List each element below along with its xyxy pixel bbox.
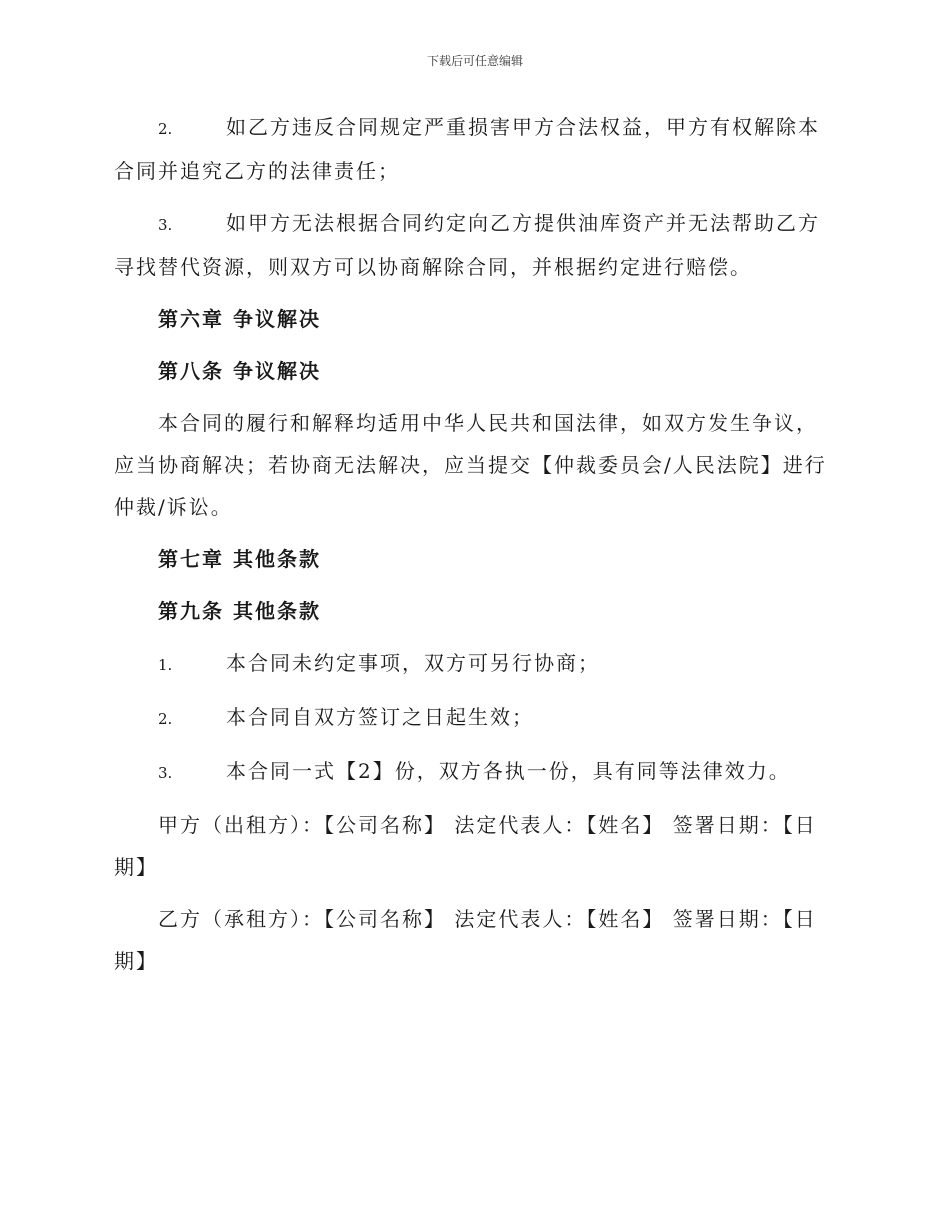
signature-party-b: 乙方（承租方）：【公司名称】 法定代表人：【姓名】 签署日期：【日期】 xyxy=(114,907,817,973)
article-heading: 第八条 争议解决 xyxy=(158,359,321,383)
list-item xyxy=(114,106,834,192)
signature-party-a: 甲方（出租方）：【公司名称】 法定代表人：【姓名】 签署日期：【日期】 xyxy=(114,813,817,879)
item-text: 本合同一式【2】份，双方各执一份，具有同等法律效力。 xyxy=(226,759,791,783)
list-item xyxy=(114,696,834,740)
item-text: 本合同未约定事项，双方可另行协商； xyxy=(226,651,600,675)
article-heading: 第九条 其他条款 xyxy=(158,599,321,623)
list-item xyxy=(114,750,834,794)
item-number: 1. xyxy=(158,656,173,674)
list-item xyxy=(114,202,834,288)
item-number: 3. xyxy=(158,764,173,782)
item-text: 如甲方无法根据合同约定向乙方提供油库资产并无法帮助乙方寻找替代资源，则双方可以协商解除合同，并根据约定进行赔偿。 xyxy=(114,211,820,279)
item-text: 如乙方违反合同规定严重损害甲方合法权益，甲方有权解除本合同并追究乙方的法律责任； xyxy=(114,115,820,183)
item-text: 本合同自双方签订之日起生效； xyxy=(226,705,534,729)
chapter-heading: 第六章 争议解决 xyxy=(158,307,321,331)
document-body xyxy=(114,106,834,992)
item-number: 3. xyxy=(158,216,173,234)
chapter-heading: 第七章 其他条款 xyxy=(158,547,321,571)
item-number: 2. xyxy=(158,120,173,138)
item-number: 2. xyxy=(158,710,173,728)
list-item xyxy=(114,642,834,686)
page-header: 下载后可任意编辑 xyxy=(426,54,523,68)
article-paragraph: 本合同的履行和解释均适用中华人民共和国法律，如双方发生争议，应当协商解决；若协商无法解决，应当提交【仲裁委员会/人民法院】进行仲裁/诉讼。 xyxy=(114,411,827,519)
